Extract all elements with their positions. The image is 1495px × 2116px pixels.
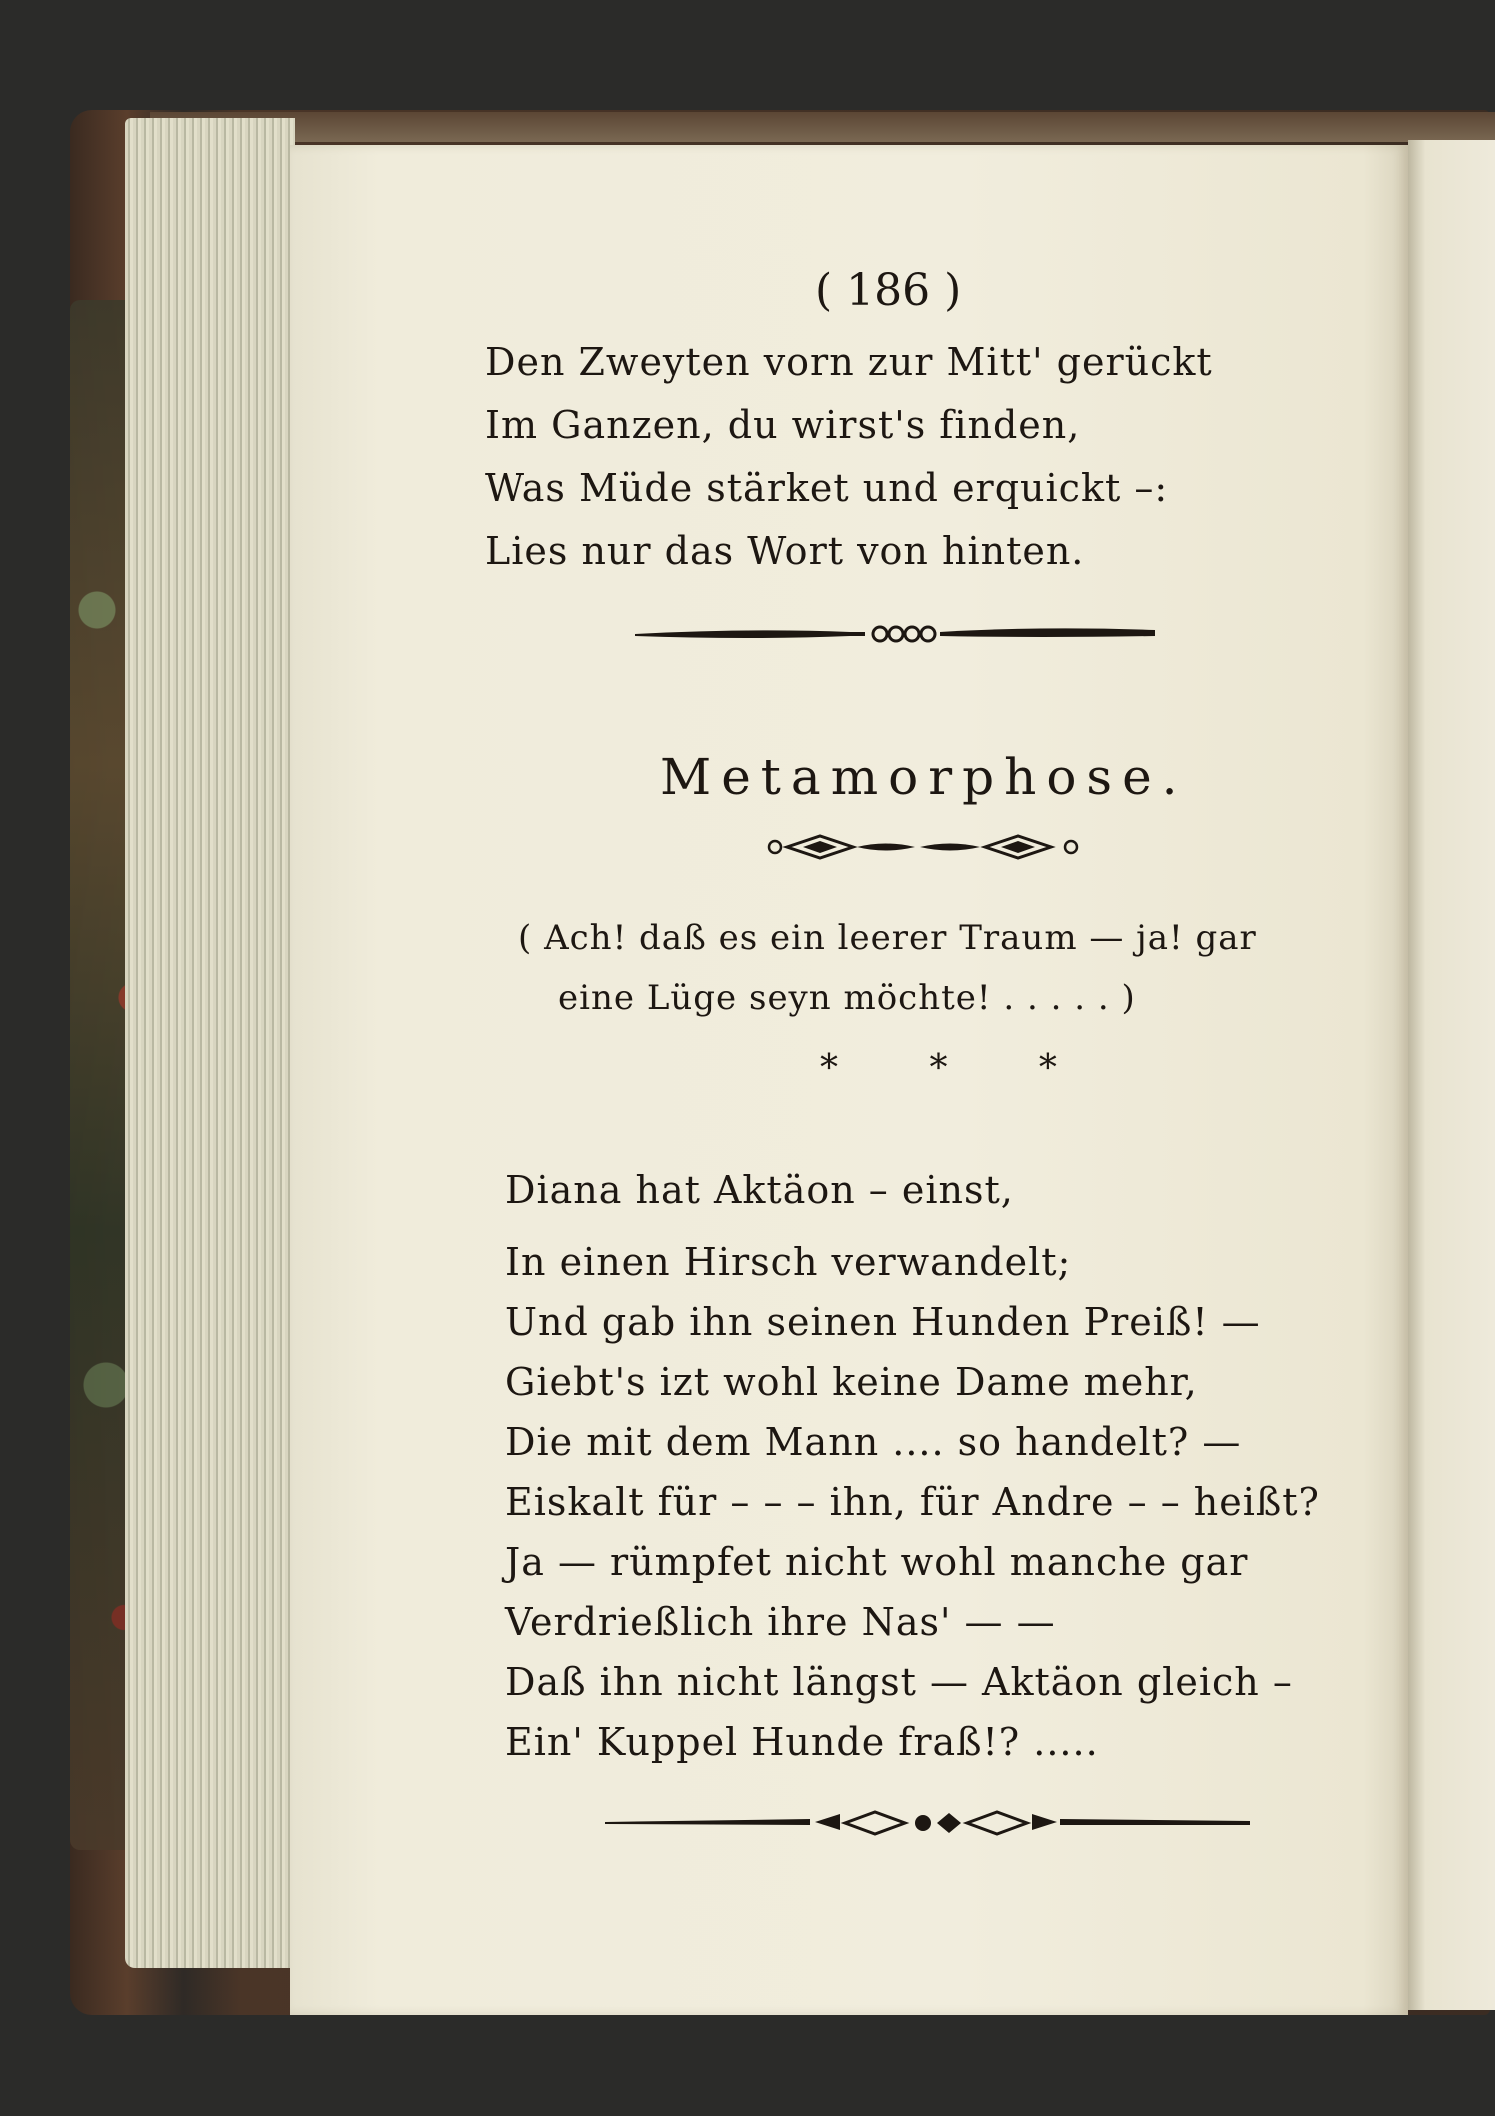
poem-title: Metamorphose. <box>660 748 1188 806</box>
poem-line: Ja — rümpfet nicht wohl manche gar <box>505 1540 1249 1584</box>
asterism: * * * <box>820 1048 1097 1089</box>
page-number: ( 186 ) <box>815 265 962 316</box>
poem-line: Daß ihn nicht längst — Aktäon gleich – <box>505 1660 1293 1704</box>
poem-line: Die mit dem Mann .... so handelt? — <box>505 1420 1242 1464</box>
motto-line: eine Lüge seyn möchte! . . . . . ) <box>558 978 1136 1018</box>
poem-line: Verdrießlich ihre Nas' — — <box>505 1600 1056 1644</box>
poem-line: In einen Hirsch verwandelt; <box>505 1240 1072 1284</box>
closing-ornament <box>605 1805 1255 1841</box>
verse-line: Was Müde stärket und erquickt –: <box>485 466 1169 510</box>
motto-line: ( Ach! daß es ein leerer Traum — ja! gar <box>518 918 1257 958</box>
poem-line: Und gab ihn seinen Hunden Preiß! — <box>505 1300 1261 1344</box>
verse-line: Den Zweyten vorn zur Mitt' gerückt <box>485 340 1213 384</box>
poem-line: Eiskalt für – – – ihn, für Andre – – heißt? <box>505 1480 1320 1524</box>
poem-line: Giebt's izt wohl keine Dame mehr, <box>505 1360 1198 1404</box>
verse-line: Lies nur das Wort von hinten. <box>485 529 1085 573</box>
poem-line: Ein' Kuppel Hunde fraß!? ..... <box>505 1720 1099 1764</box>
verse-line: Im Ganzen, du wirst's finden, <box>485 403 1081 447</box>
poem-line: Diana hat Aktäon – einst, <box>505 1168 1014 1212</box>
facing-page <box>1408 140 1495 2010</box>
title-ornament <box>765 830 1090 864</box>
page-edges <box>125 118 295 1968</box>
book-top-edge <box>150 112 1495 142</box>
divider-ornament <box>630 618 1160 648</box>
